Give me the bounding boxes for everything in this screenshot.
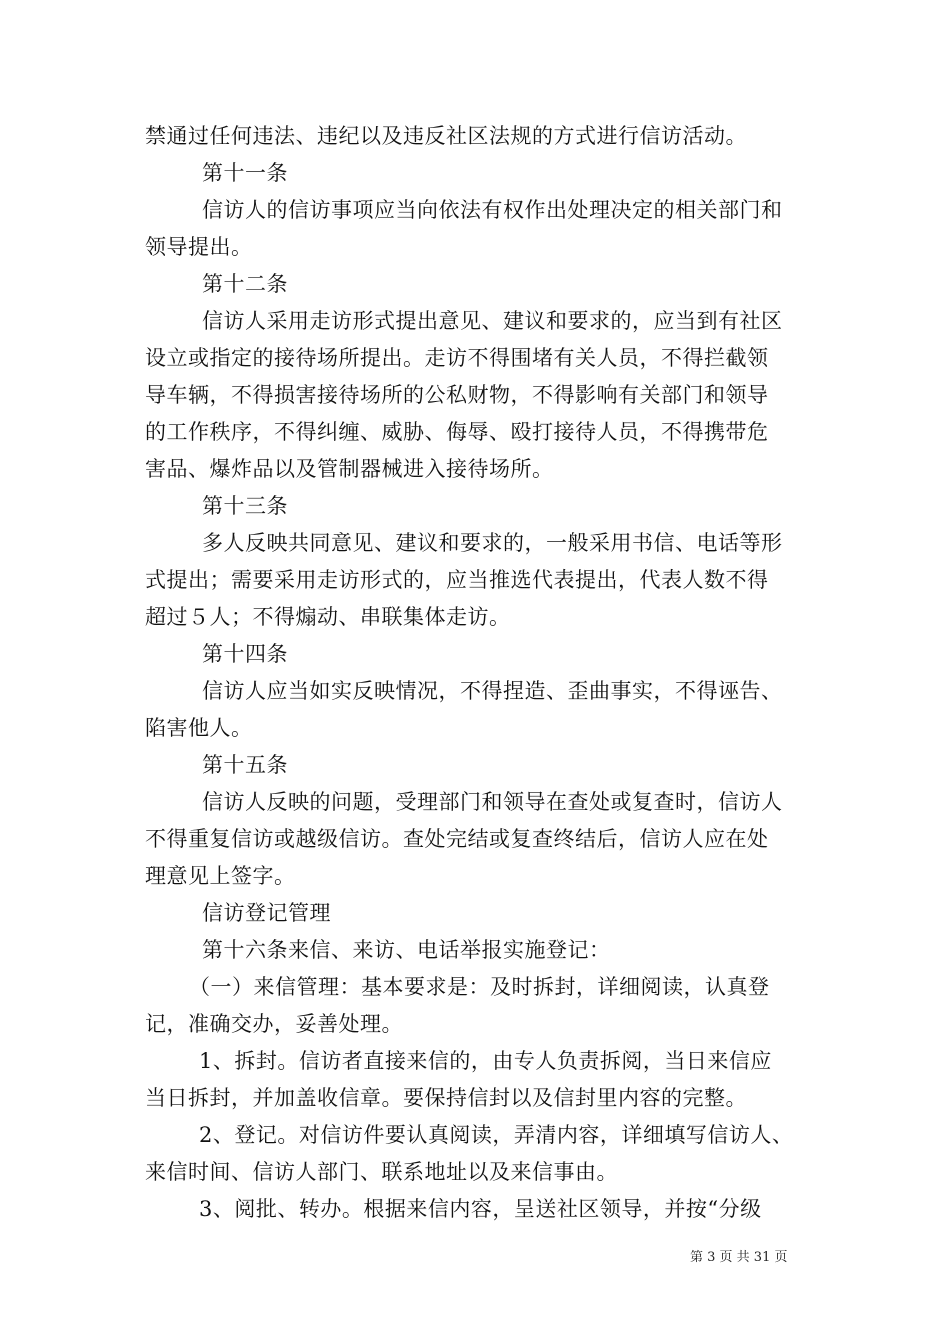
paragraph-line: 3、阅批、转办。根据来信内容，呈送社区领导，并按“分级: [199, 1197, 762, 1221]
paragraph-line: 1、拆封。信访者直接来信的，由专人负责拆阅，当日来信应: [199, 1049, 772, 1073]
paragraph-line: 设立或指定的接待场所提出。走访不得围堵有关人员，不得拦截领: [145, 346, 769, 370]
paragraph-line: 的工作秩序，不得纠缠、威胁、侮辱、殴打接待人员，不得携带危: [145, 420, 769, 444]
paragraph-line: 信访人应当如实反映情况，不得捏造、歪曲事实，不得诬告、: [202, 679, 783, 703]
article-heading: 第十五条: [202, 753, 288, 777]
article-heading: 第十四条: [202, 642, 288, 666]
paragraph-line: 记，准确交办，妥善处理。: [145, 1012, 403, 1036]
paragraph-line: 来信时间、信访人部门、联系地址以及来信事由。: [145, 1160, 618, 1184]
paragraph-line: 不得重复信访或越级信访。查处完结或复查终结后，信访人应在处: [145, 827, 769, 851]
section-heading: 信访登记管理: [202, 901, 331, 925]
paragraph-line: 理意见上签字。: [145, 864, 296, 888]
paragraph-line: （一）来信管理：基本要求是：及时拆封，详细阅读，认真登: [189, 975, 770, 999]
article-heading: 第十二条: [202, 272, 288, 296]
paragraph-line: 多人反映共同意见、建议和要求的，一般采用书信、电话等形: [202, 531, 783, 555]
paragraph-line: 陷害他人。: [145, 716, 253, 740]
paragraph-line: 信访人的信访事项应当向依法有权作出处理决定的相关部门和: [202, 198, 783, 222]
paragraph-line: 超过５人；不得煽动、串联集体走访。: [145, 605, 511, 629]
page-number-footer: 第 3 页 共 31 页: [690, 1250, 788, 1265]
paragraph-line: 害品、爆炸品以及管制器械进入接待场所。: [145, 457, 554, 481]
document-body: [145, 118, 810, 1228]
article-heading: 第十一条: [202, 161, 288, 185]
paragraph-line: 2、登记。对信访件要认真阅读，弄清内容，详细填写信访人、: [199, 1123, 794, 1147]
paragraph-line: 禁通过任何违法、违纪以及违反社区法规的方式进行信访活动。: [145, 124, 747, 148]
article-heading: 第十三条: [202, 494, 288, 518]
paragraph-line: 领导提出。: [145, 235, 253, 259]
paragraph-line: 第十六条来信、来访、电话举报实施登记：: [202, 938, 611, 962]
paragraph-line: 当日拆封，并加盖收信章。要保持信封以及信封里内容的完整。: [145, 1086, 747, 1110]
paragraph-line: 导车辆，不得损害接待场所的公私财物，不得影响有关部门和领导: [145, 383, 769, 407]
paragraph-line: 式提出；需要采用走访形式的，应当推选代表提出，代表人数不得: [145, 568, 769, 592]
paragraph-line: 信访人采用走访形式提出意见、建议和要求的，应当到有社区: [202, 309, 783, 333]
paragraph-line: 信访人反映的问题，受理部门和领导在查处或复查时，信访人: [202, 790, 783, 814]
